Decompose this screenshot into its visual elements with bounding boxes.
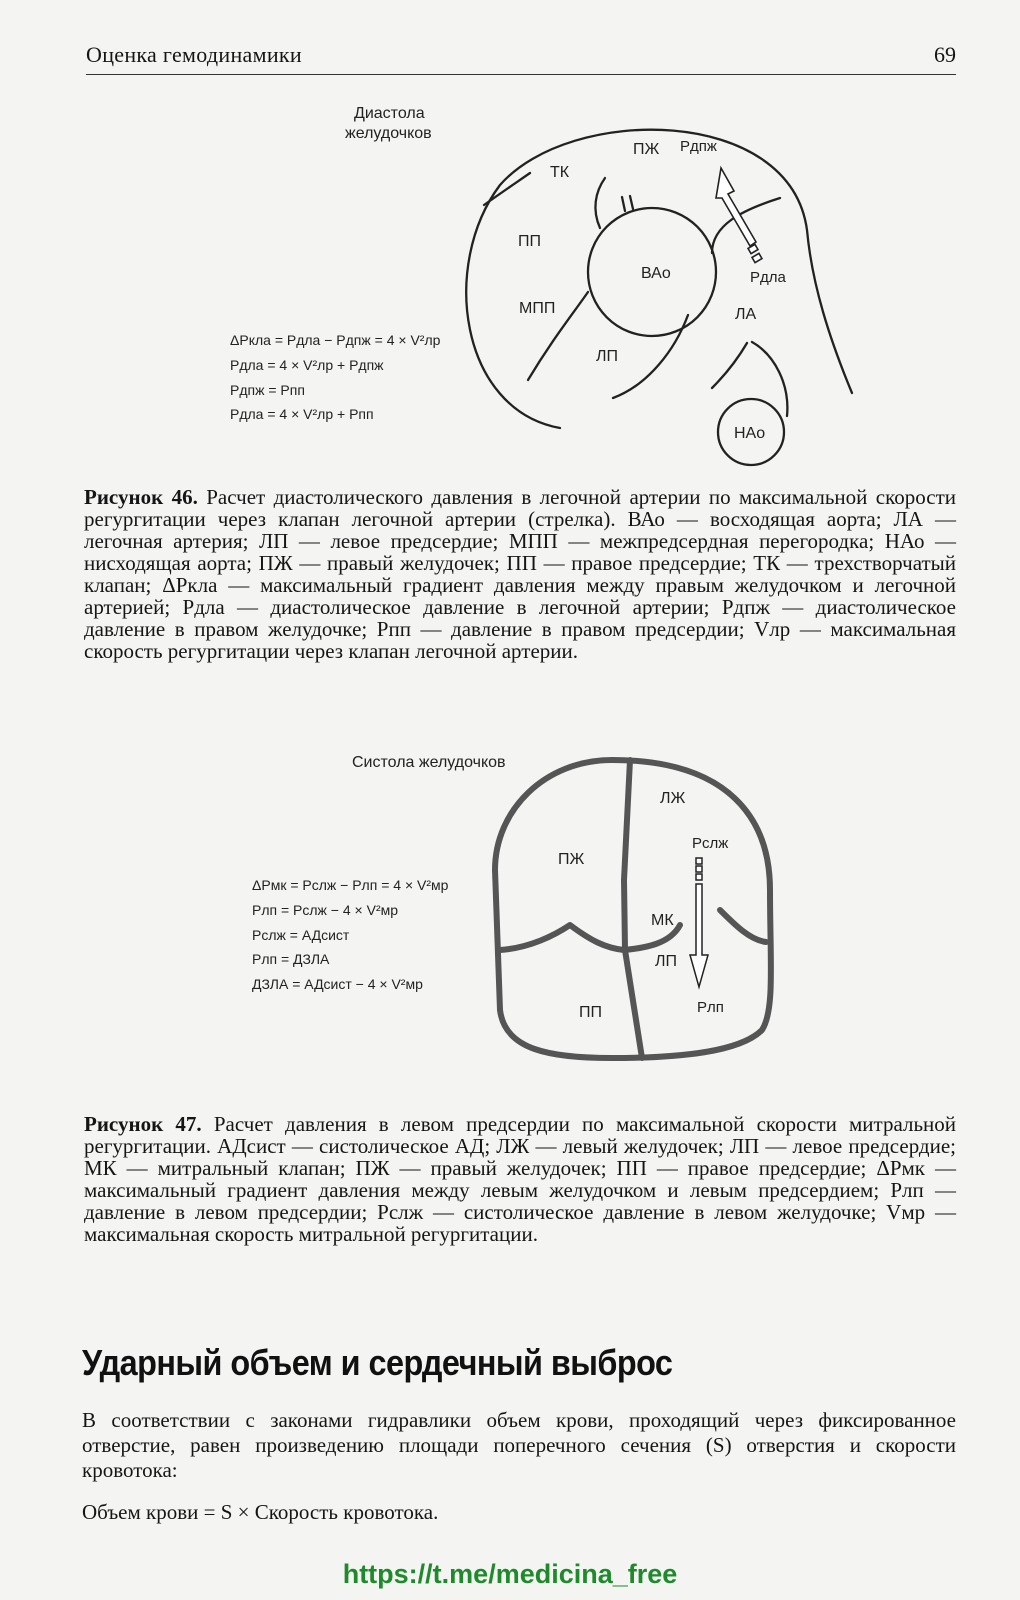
left-atrium-wall	[613, 315, 688, 398]
fig46-equation-4: Pдла = 4 × V²лр + Pпп	[230, 406, 374, 422]
figure-46-caption-lead: Рисунок 46.	[84, 485, 198, 509]
figure-47-diagram	[0, 745, 1020, 1075]
right-wall-curve	[720, 910, 766, 942]
label-tk: ТК	[550, 164, 570, 181]
label-mpp: МПП	[519, 300, 556, 317]
fig47-title: Систола желудочков	[352, 754, 506, 771]
label-pp: ПП	[518, 233, 541, 250]
fig46-equation-2: Pдла = 4 × V²лр + Pдпж	[230, 357, 384, 373]
label-pzh: ПЖ	[633, 141, 660, 158]
label-la: ЛА	[735, 306, 757, 323]
label-pp: ПП	[579, 1004, 602, 1021]
running-title: Оценка гемодинамики	[86, 42, 302, 67]
fig47-equation-5: ДЗЛА = АДсист − 4 × V²мр	[252, 976, 423, 992]
figure-47-caption-text: Расчет давления в левом предсердии по максимальной скорости митральной регургитации. АДсист — систолическое АД; ЛЖ — левый желудочек; ЛП — левое предсердие; МК — митральный клапан; ПЖ — правый желудочек; ПП — правое предсердие; ΔPмк — максимальный градиент давления между левым желудочком и левым предсердием; Pлп — давление в левом предсердии; Pслж — систолическое давление в левом желудочке; Vмр — максимальная скорость митральной регургитации.	[84, 1112, 957, 1246]
label-mk: МК	[651, 912, 674, 929]
fig46-equation-1: ΔPкла = Pдла − Pдпж = 4 × V²лр	[230, 332, 441, 348]
running-head	[86, 40, 956, 75]
figure-47-caption	[84, 1113, 956, 1245]
label-lp: ЛП	[655, 953, 677, 970]
fig47-equation-4: Pлп = ДЗЛА	[252, 951, 330, 967]
label-lzh: ЛЖ	[660, 790, 686, 807]
label-p-dpzh: Pдпж	[680, 138, 717, 155]
label-vao: ВАо	[641, 265, 671, 282]
watermark-link[interactable]: https://t.me/medicina_free	[342, 1559, 678, 1589]
regurgitation-arrow	[716, 168, 762, 263]
label-nao: НАо	[734, 425, 766, 442]
fig46-title-line1: Диастола	[354, 105, 425, 122]
fig47-equation-1: ΔPмк = Pслж − Pлп = 4 × V²мр	[252, 877, 449, 893]
fig46-title-line2: желудочков	[345, 125, 432, 142]
figure-47-caption-lead: Рисунок 47.	[84, 1112, 202, 1136]
septum-line	[595, 178, 605, 228]
fig47-equation-3: Pслж = АДсист	[252, 927, 350, 943]
page-number: 69	[934, 42, 956, 67]
section-paragraph: В соответствии с законами гидравлики объем крови, проходящий через фиксированное отверстие, равен произведению площади поперечного сечения (S) отверстия и скорости кровотока:	[82, 1408, 956, 1482]
mitral-regurgitation-arrow	[690, 858, 708, 987]
fig46-equation-3: Pдпж = Pпп	[230, 382, 305, 398]
section-heading: Ударный объем и сердечный выброс	[82, 1342, 673, 1383]
figure-46-caption-text: Расчет диастолического давления в легочной артерии по максимальной скорости регургитации через клапан легочной артерии (стрелка). ВАо — восходящая аорта; ЛА — легочная артерия; ЛП — левое предсердие; МПП — межпредсердная перегородка; НАо — нисходящая аорта; ПЖ — правый желудочек; ПП — правое предсердие; ТК — трехстворчатый клапан; ΔPкла — максимальный градиент давления между правым желудочком и легочной артерией; Pдла — диастолическое давление в легочной артерии; Pдпж — диастолическое давление в правом желудочке; Pпп — давление в правом предсердии; Vлр — максимальная скорость регургитации через клапан легочной артерии.	[84, 485, 957, 663]
tricuspid-line	[500, 925, 624, 950]
label-lp: ЛП	[596, 348, 618, 365]
label-p-lp: Pлп	[697, 999, 724, 1016]
figure-46-caption	[84, 486, 956, 662]
label-p-slzh: Pслж	[692, 835, 729, 852]
label-p-dla: Pдла	[750, 269, 786, 286]
figure-46-diagram	[0, 95, 1020, 465]
fig47-equation-2: Pлп = Pслж − 4 × V²мр	[252, 902, 399, 918]
label-pzh: ПЖ	[558, 851, 585, 868]
section-formula: Объем крови = S × Скорость кровотока.	[82, 1500, 439, 1524]
septum	[624, 760, 642, 1058]
